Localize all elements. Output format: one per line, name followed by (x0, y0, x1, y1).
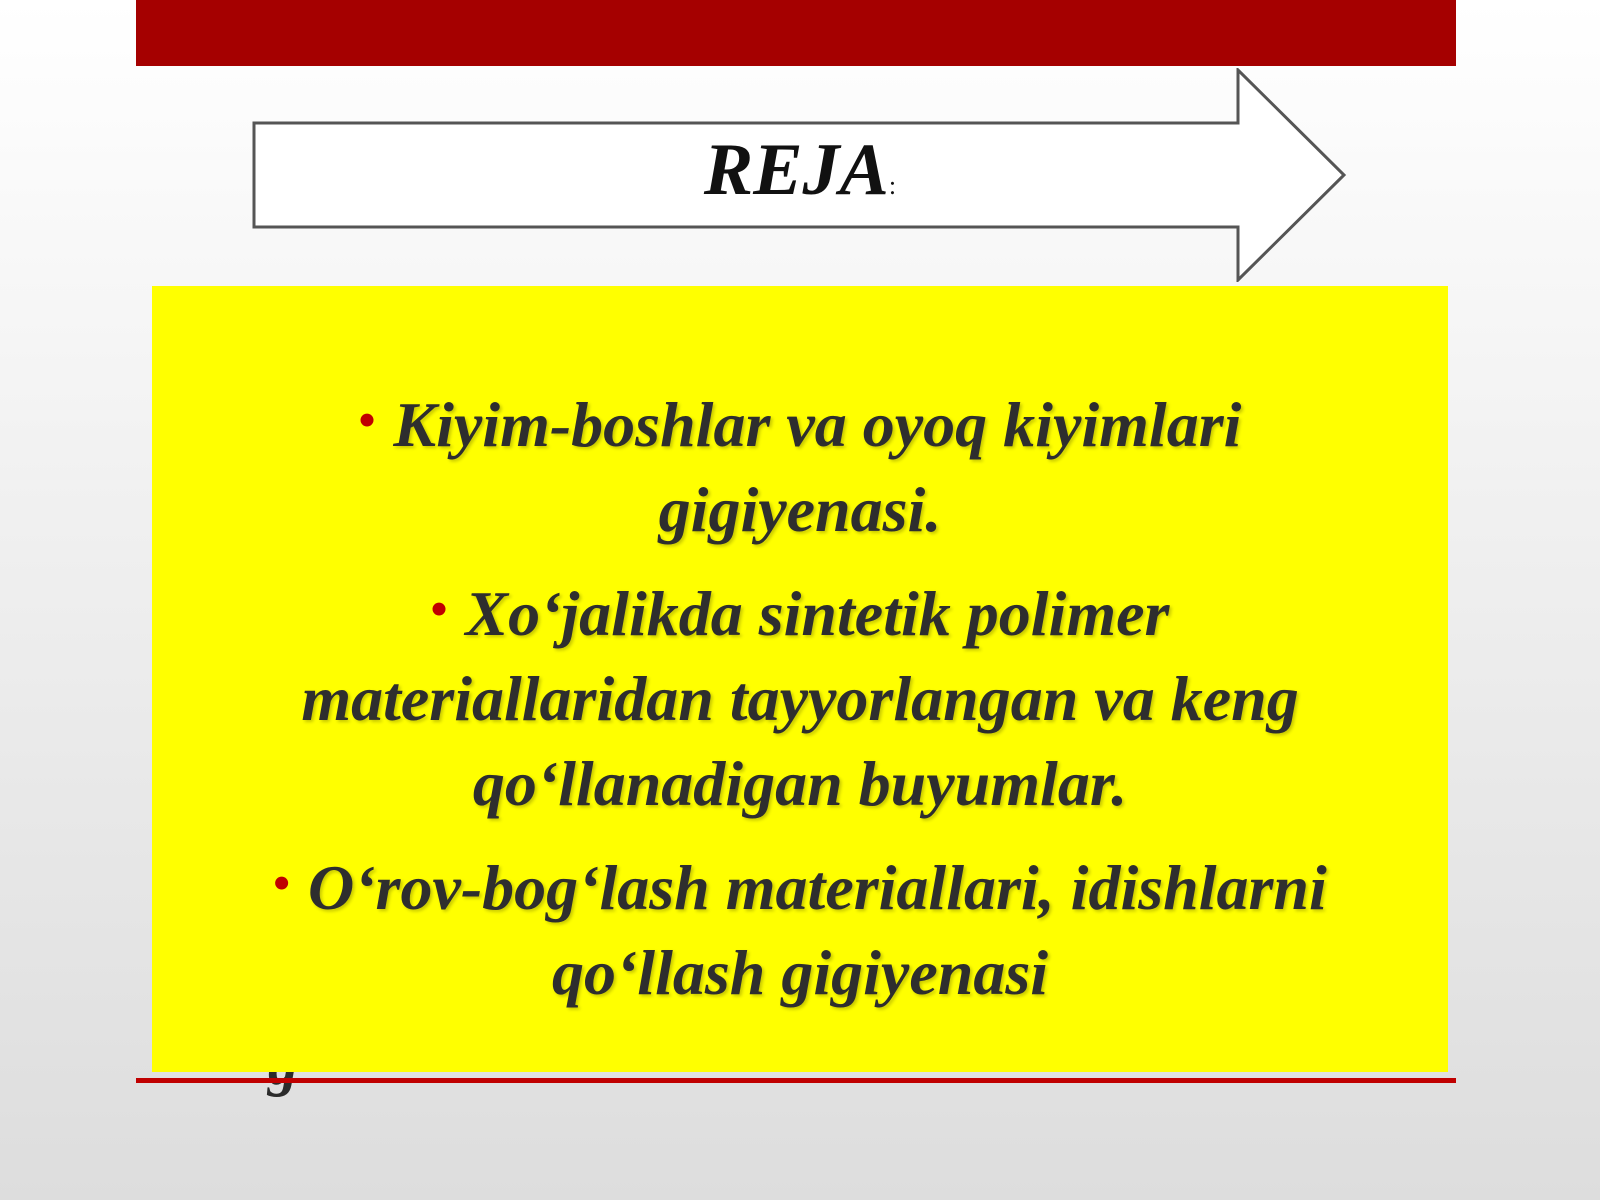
plan-item (152, 841, 1448, 1015)
slide-title (252, 120, 1348, 236)
plan-item (152, 378, 1448, 552)
plan-item-text: Xo‘jalikda sintetik polimer materiallaridan tayyorlangan va keng qo‘llanadigan buyumlar. (301, 578, 1299, 819)
slide-title-colon: : (888, 171, 897, 200)
plan-item-text: O‘rov-bog‘lash materiallari, idishlarni qo‘llash gigiyenasi (308, 852, 1327, 1008)
bullet-icon: • (273, 857, 291, 910)
bottom-divider-line (136, 1078, 1456, 1083)
plan-item-text: Kiyim-boshlar va oyoq kiyimlari gigiyenasi. (393, 389, 1242, 545)
title-arrow (252, 68, 1348, 282)
plan-item (152, 567, 1448, 826)
bullet-icon: • (430, 583, 448, 636)
plan-list (152, 378, 1448, 1030)
plan-box (152, 286, 1448, 1072)
top-accent-bar (136, 0, 1456, 66)
bullet-icon: • (358, 394, 376, 447)
slide-title-text: REJA (703, 129, 889, 211)
